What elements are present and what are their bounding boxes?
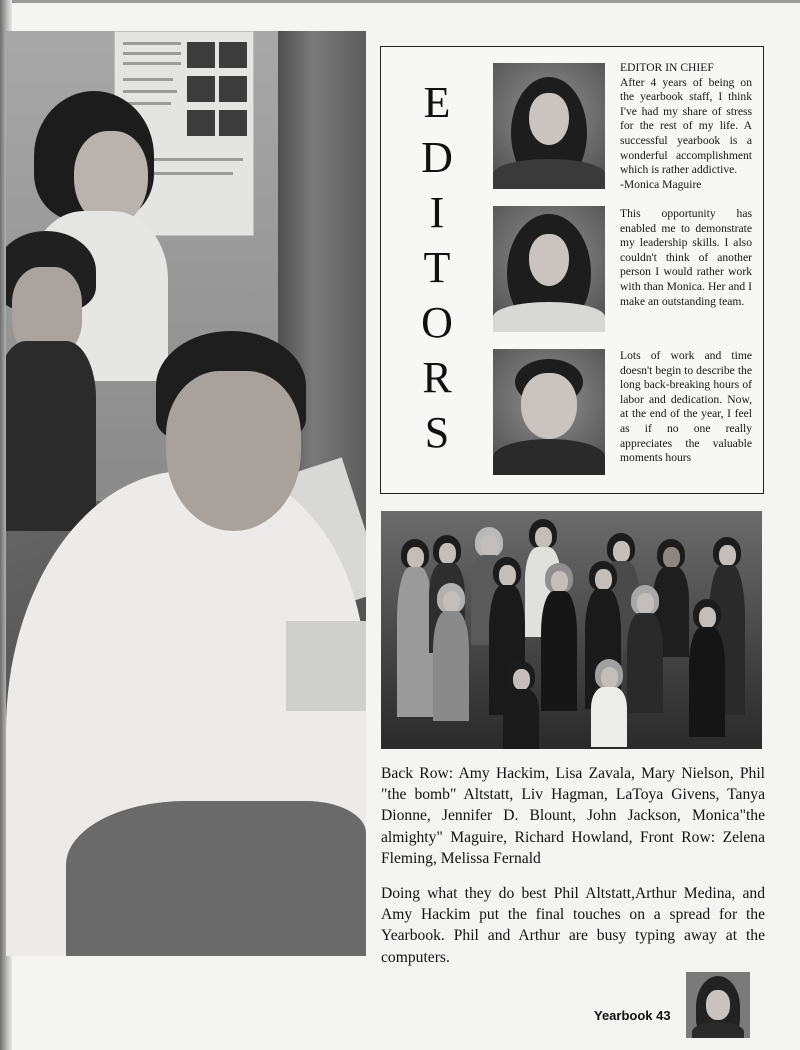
editor-bio-3	[620, 349, 752, 466]
title-letter: R	[422, 353, 452, 402]
editor-bio-1	[620, 61, 752, 192]
title-letter: S	[424, 408, 450, 457]
yearbook-staff-group-photo	[381, 511, 762, 749]
editor-signature: -Monica Maguire	[620, 177, 702, 191]
editor-heading: EDITOR IN CHIEF	[620, 61, 714, 74]
page-number-label: Yearbook 43	[594, 1008, 671, 1023]
title-letter: O	[421, 298, 453, 347]
working-photo-caption: Doing what they do best Phil Altstatt,Arthur Medina, and Amy Hackim put the final touches on a spread for the Yearbook. Phil and Arthur are busy typing away at the computers.	[381, 885, 765, 966]
editor-bio-2	[620, 207, 752, 309]
editors-vertical-title	[415, 75, 459, 460]
footer-portrait	[686, 972, 750, 1038]
title-letter: D	[421, 133, 453, 182]
editor-bio-text: After 4 years of being on the yearbook staff, I think I've had my share of stress for the rest of my life. A successful yearbook is a wonderful accomplishment which is rather addictive.	[620, 75, 752, 177]
title-letter: E	[423, 78, 451, 127]
editor-bio-text: This opportunity has enabled me to demonstrate my leadership skills. I also couldn't think of another person I would rather work with than Monica. Her and I make an outstanding team.	[620, 207, 752, 308]
keyboard	[286, 621, 366, 711]
page-top-rule	[0, 0, 800, 3]
group-photo-caption: Back Row: Amy Hackim, Lisa Zavala, Mary Nielson, Phil "the bomb" Altstatt, Liv Hagman, LaToya Givens, Tanya Dionne, Jennifer D. Blount, John Jackson, Monica"the almighty" Maguire, Richard Howland, Front Row: Zelena Fleming, Melissa Fernald	[381, 765, 765, 867]
title-letter: I	[429, 188, 445, 237]
staff-working-photo	[6, 31, 366, 956]
editor-portrait-1	[493, 63, 605, 189]
editor-portrait-2	[493, 206, 605, 332]
title-letter: T	[423, 243, 451, 292]
editor-bio-text: Lots of work and time doesn't begin to describe the long back-breaking hours of labor and dedication. Now, at the end of the year, I feel as if no one really appreciates the valuable moments hours	[620, 349, 752, 465]
editors-panel	[380, 46, 764, 494]
editor-portrait-3	[493, 349, 605, 475]
